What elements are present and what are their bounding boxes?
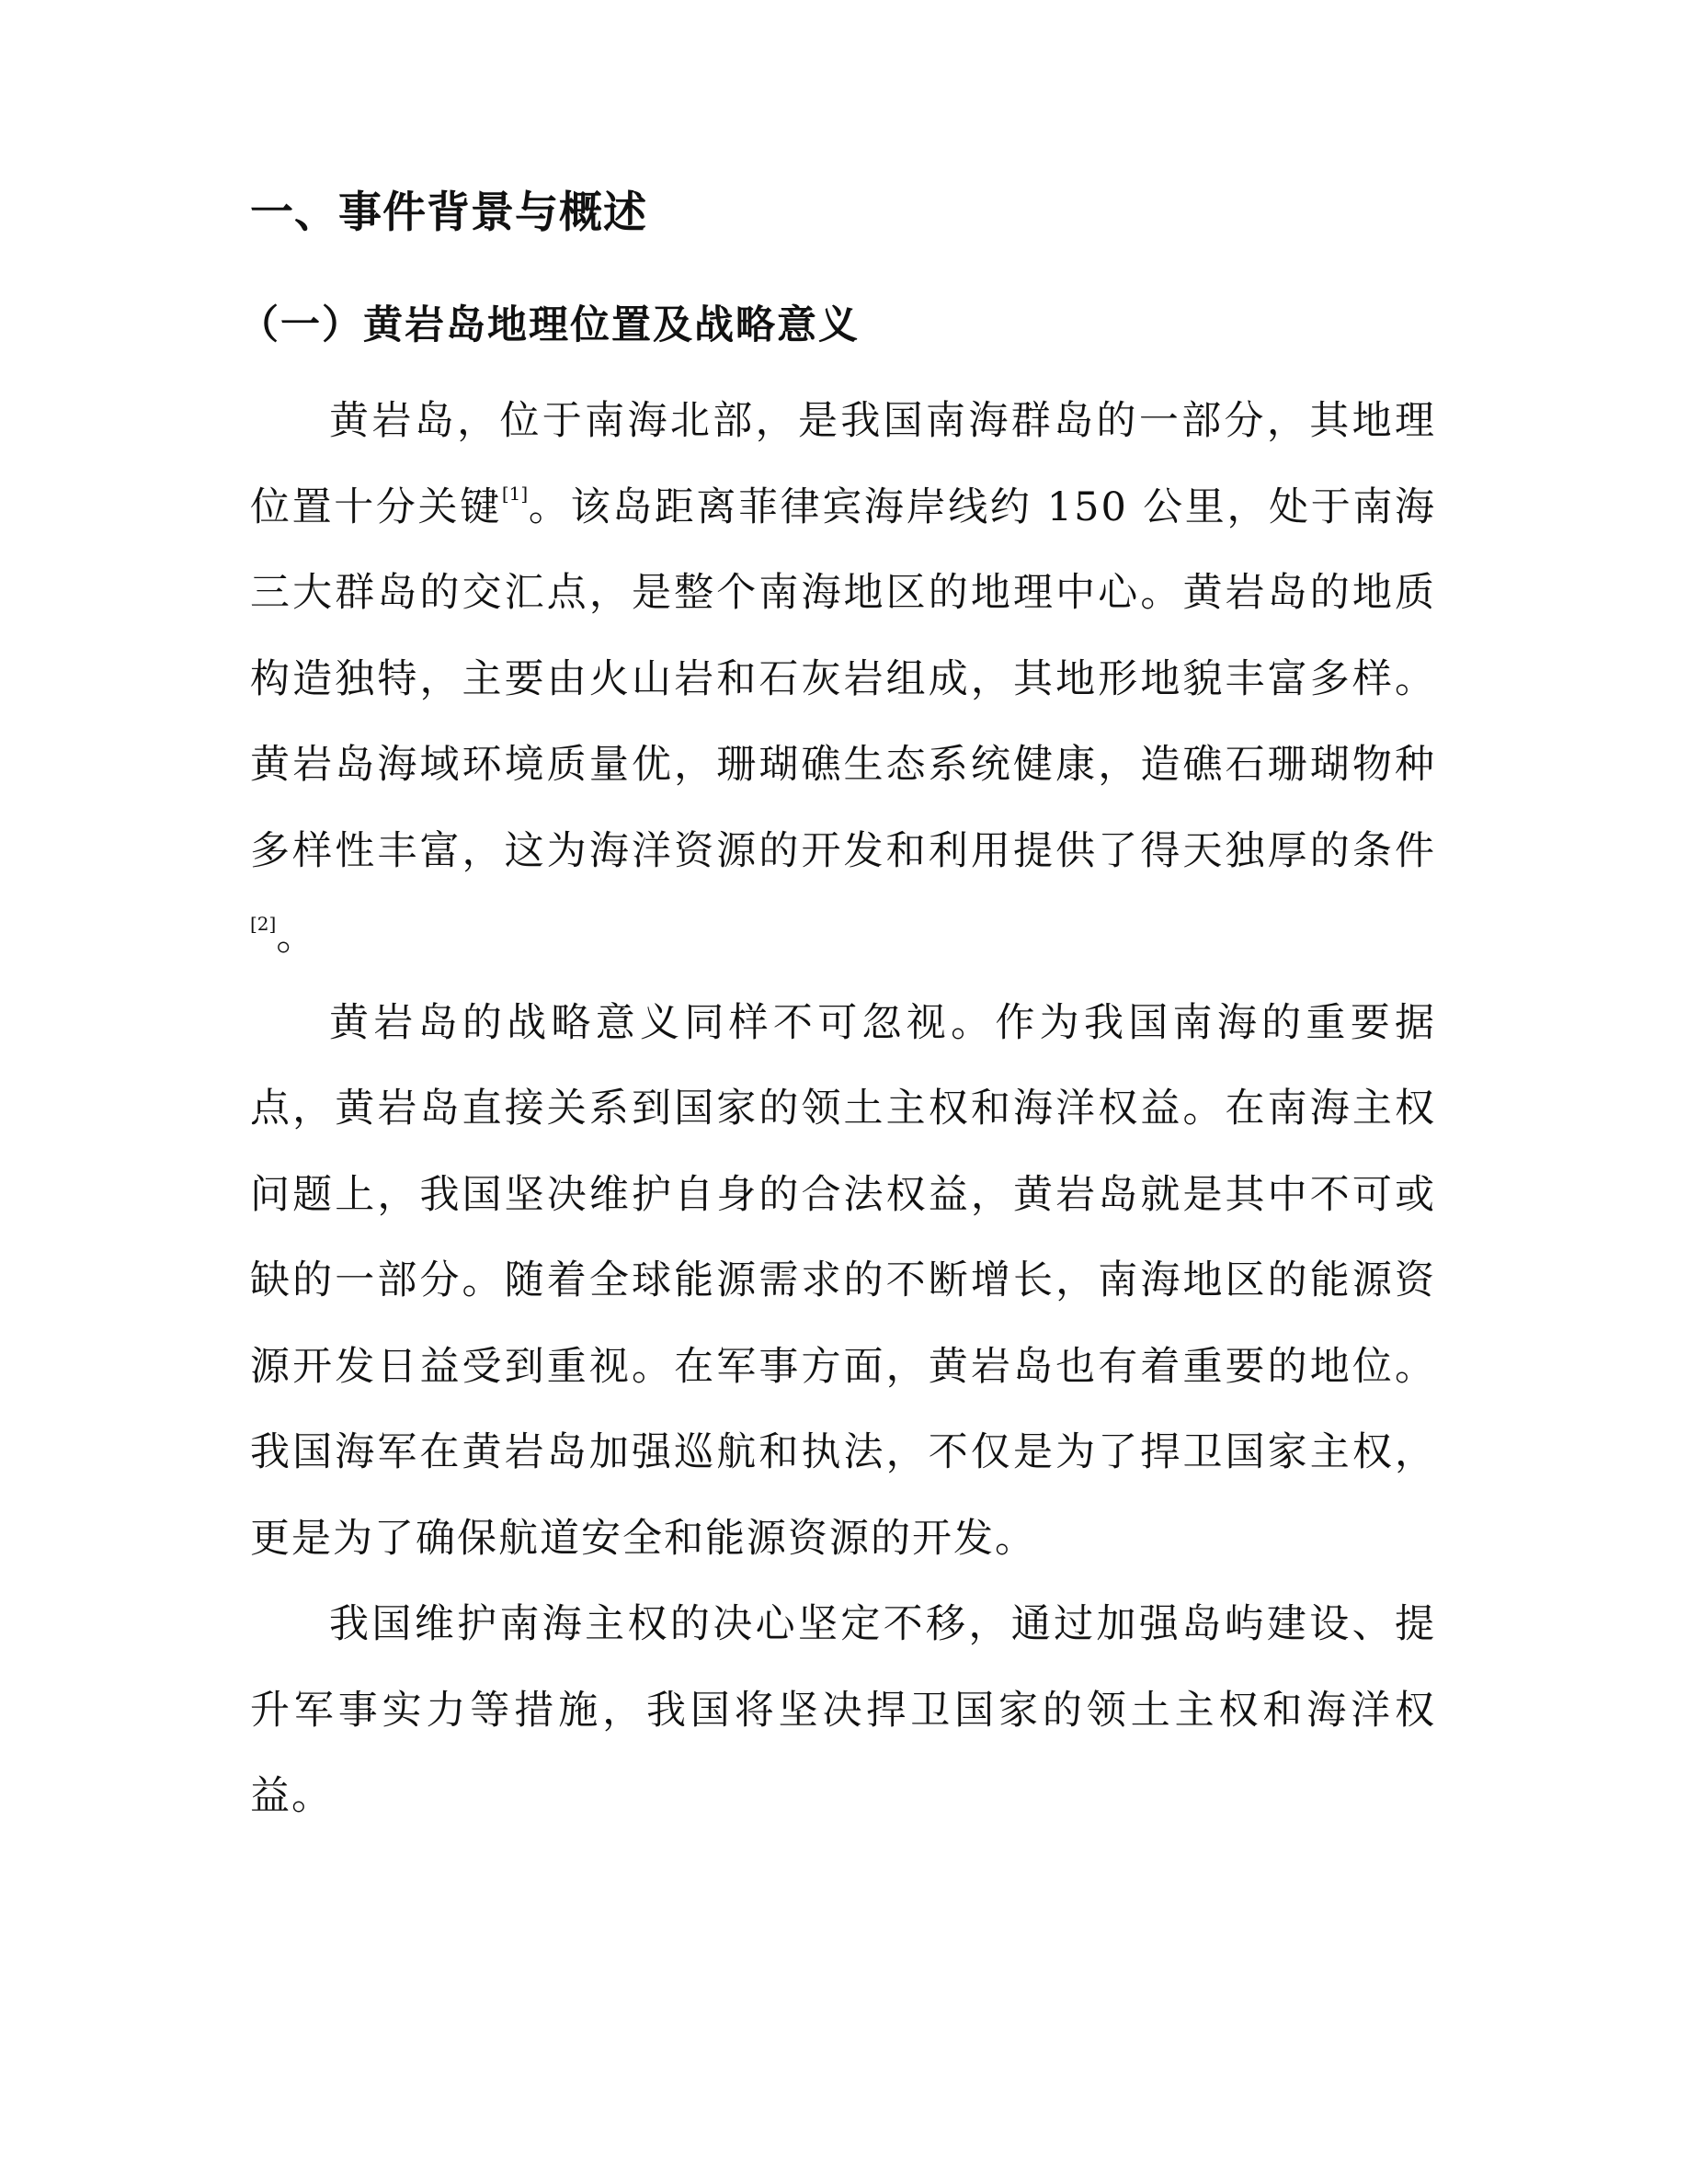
document-body (239, 184, 1437, 1840)
citation-ref: [2] (250, 912, 277, 935)
paragraph-text: 。该岛距离菲律宾海岸线约 150 公里，处于南海三大群岛的交汇点，是整个南海地区的地理中心。黄岩岛的地质构造独特，主要由火山岩和石灰岩组成，其地形地貌丰富多样。黄岩岛海域环境质量优，珊瑚礁生态系统健康，造礁石珊瑚物种多样性丰富，这为海洋资源的开发和利用提供了得天独厚的条件 (250, 483, 1437, 874)
subsection-heading: （一）黄岩岛地理位置及战略意义 (239, 302, 860, 348)
paragraph-text: 。 (276, 914, 318, 960)
paragraph-strategic: 黄岩岛的战略意义同样不可忽视。作为我国南海的重要据点，黄岩岛直接关系到国家的领土主权和海洋权益。在南海主权问题上，我国坚决维护自身的合法权益，黄岩岛就是其中不可或缺的一部分。随着全球能源需求的不断增长，南海地区的能源资源开发日益受到重视。在军事方面，黄岩岛也有着重要的地位。我国海军在黄岩岛加强巡航和执法，不仅是为了捍卫国家主权，更是为了确保航道安全和能源资源的开发。 (250, 999, 1436, 1562)
paragraph-text: 黄岩岛，位于南海北部，是我国南海群岛的一部分，其地理位置十分关键 (250, 398, 1436, 530)
citation-ref: [1] (501, 483, 529, 506)
paragraph-sovereignty: 我国维护南海主权的决心坚定不移，通过加强岛屿建设、提升军事实力等措施，我国将坚决捍卫国家的领土主权和海洋权益。 (250, 1601, 1436, 1819)
paragraph-geography (250, 379, 1436, 981)
section-heading: 一、事件背景与概述 (250, 188, 647, 238)
